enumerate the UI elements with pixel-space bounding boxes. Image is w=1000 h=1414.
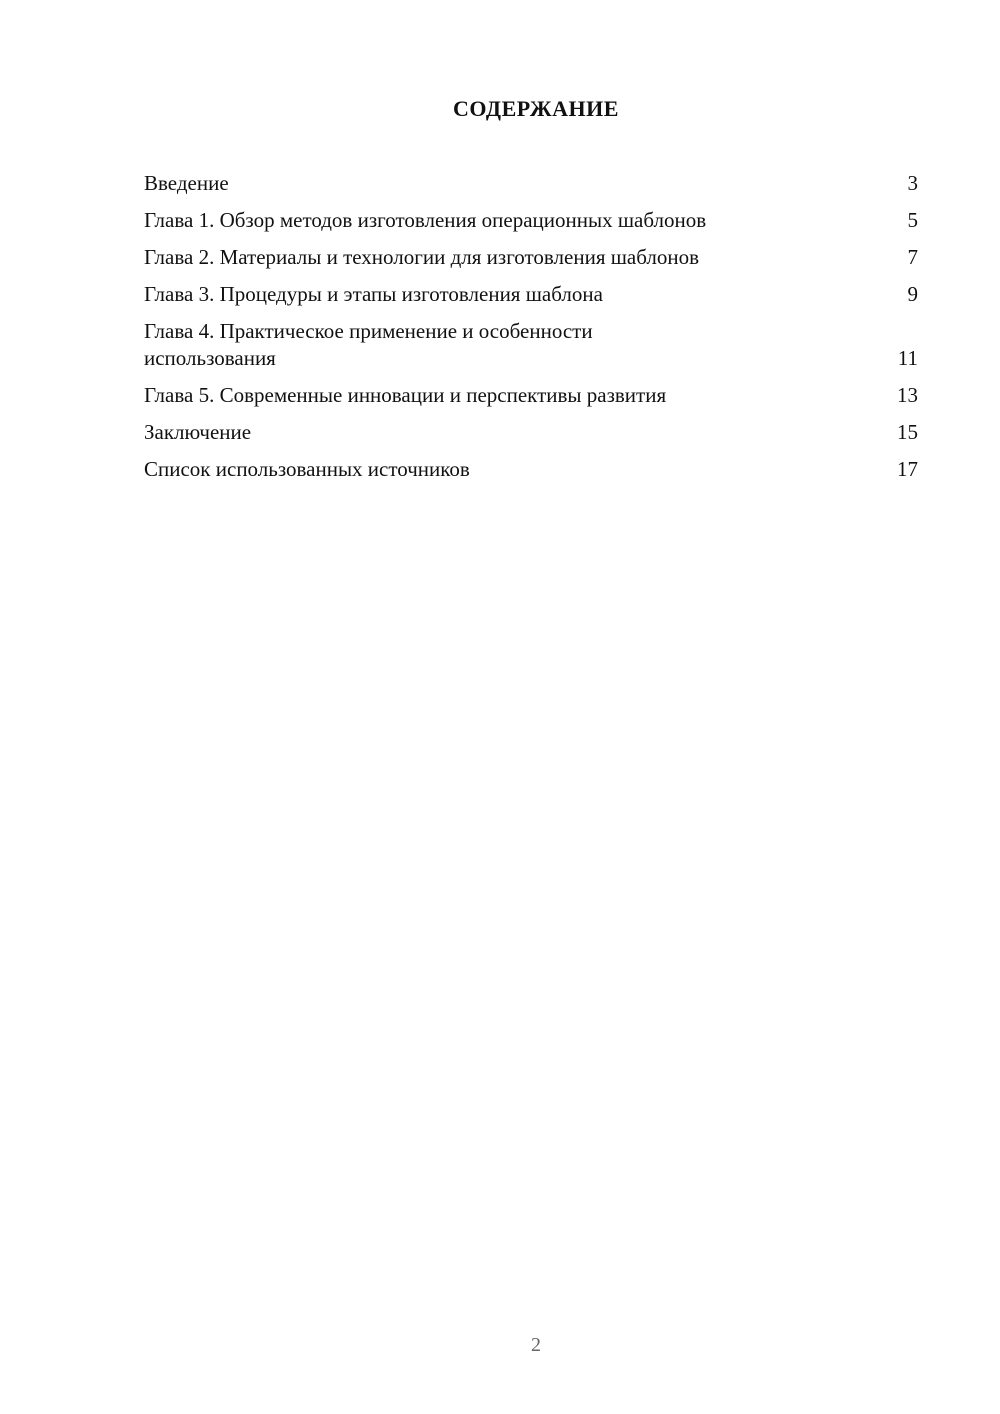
page-title: СОДЕРЖАНИЕ: [453, 96, 619, 121]
toc-entry-title: Глава 4. Практическое применение и особенности использования: [144, 319, 593, 370]
toc-entry-page: 5: [907, 208, 918, 232]
toc-entry-page: 3: [907, 171, 918, 195]
toc-entry-page: 11: [897, 346, 918, 370]
toc-entry-title: Глава 2. Материалы и технологии для изготовления шаблонов: [144, 245, 700, 269]
page-number: 2: [531, 1334, 541, 1356]
toc-entry-page: 7: [907, 245, 918, 269]
toc-entry-title: Глава 1. Обзор методов изготовления операционных шаблонов: [144, 208, 707, 232]
toc-entry-title: Глава 3. Процедуры и этапы изготовления шаблона: [144, 282, 603, 306]
toc-entry-title: Введение: [144, 171, 229, 195]
toc-entry[interactable]: [144, 382, 918, 409]
toc-entry-page: 9: [907, 282, 918, 306]
toc-entry-title: Список использованных источников: [144, 457, 470, 481]
toc-entry-page: 17: [897, 457, 918, 481]
toc-entry[interactable]: [144, 170, 918, 197]
toc-entry[interactable]: [144, 318, 918, 372]
toc-entry[interactable]: [144, 207, 918, 234]
toc-entry-title: Заключение: [144, 420, 252, 444]
toc-entry-page: 15: [897, 420, 918, 444]
toc-entry[interactable]: [144, 281, 918, 308]
table-of-contents: [144, 170, 918, 493]
toc-entry[interactable]: [144, 419, 918, 446]
toc-entry-page: 13: [897, 383, 918, 407]
toc-entry-title: Глава 5. Современные инновации и перспективы развития: [144, 383, 667, 407]
toc-entry[interactable]: [144, 244, 918, 271]
toc-entry[interactable]: [144, 456, 918, 483]
